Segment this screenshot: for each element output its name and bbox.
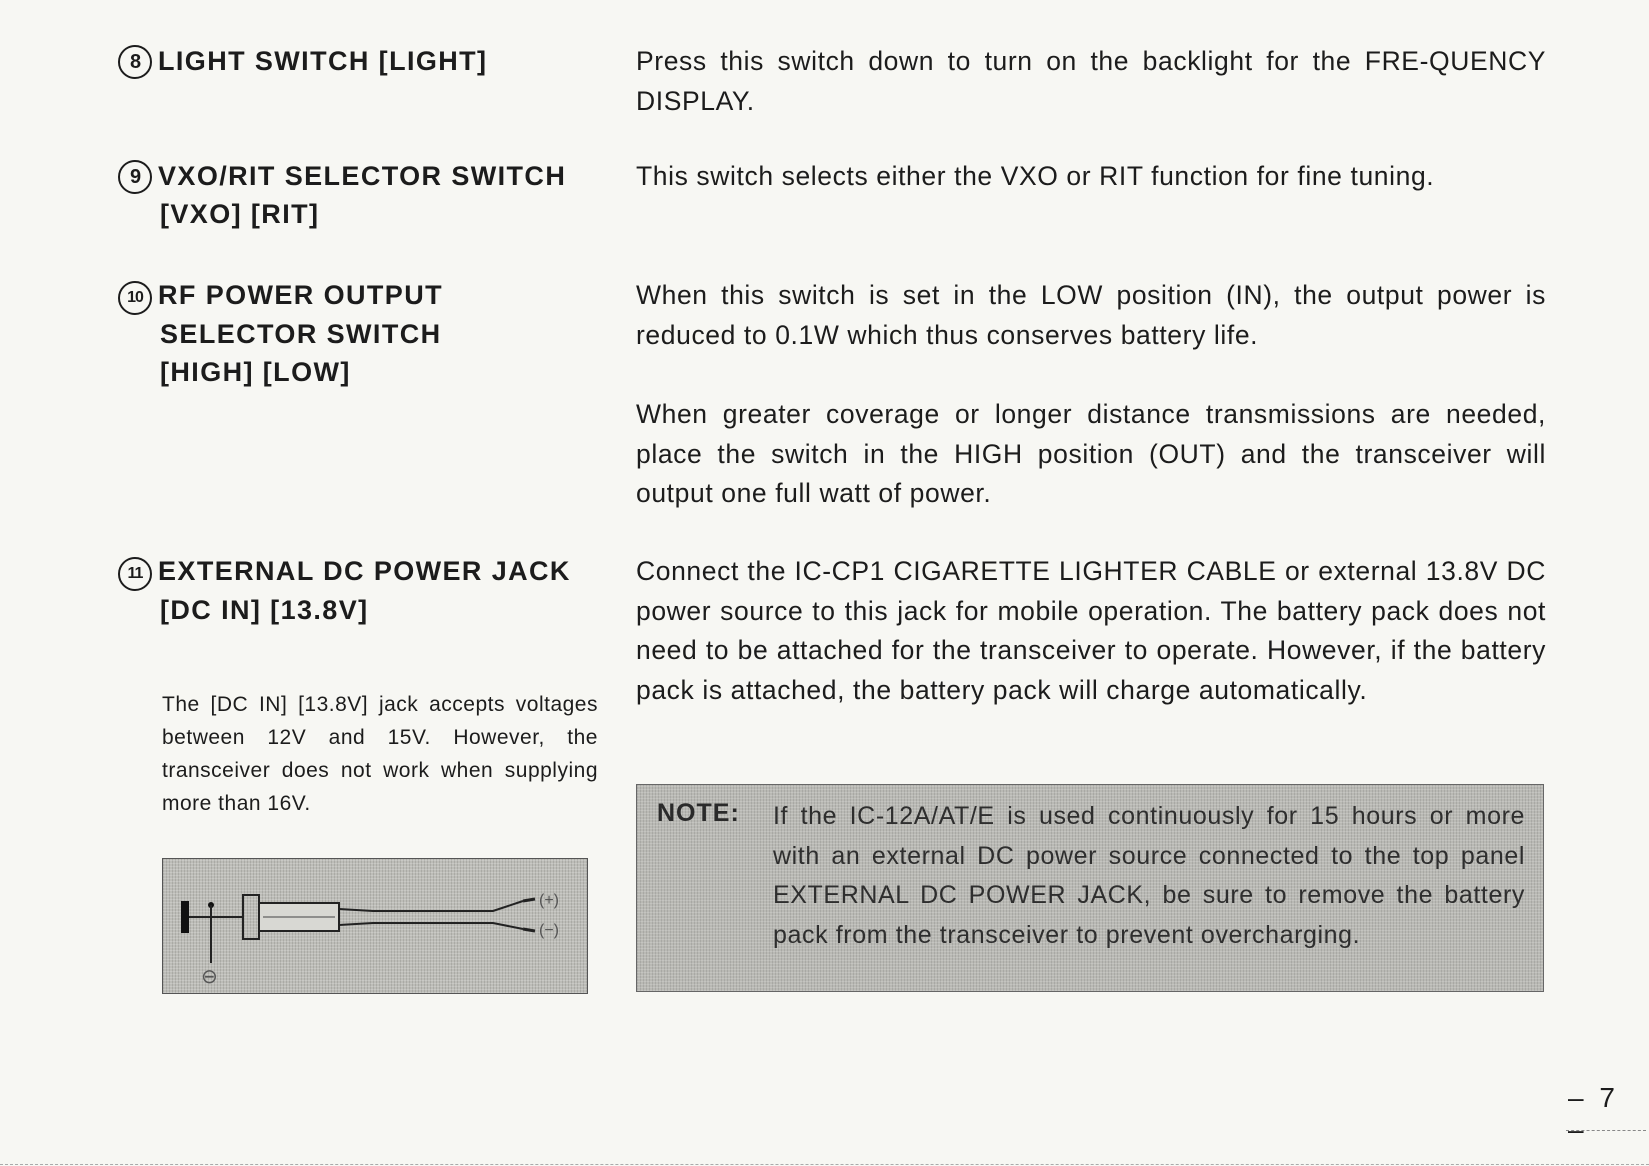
note-label: NOTE:	[657, 799, 740, 827]
light-switch-description: Press this switch down to turn on the backlight for the FRE-QUENCY DISPLAY.	[636, 46, 1546, 116]
rf-power-description-1: When this switch is set in the LOW position (IN), the output power is reduced to 0.1W which thus conserves battery life.	[636, 280, 1546, 350]
heading-line: VXO/RIT SELECTOR SWITCH	[158, 161, 567, 191]
item-number-badge: 10	[118, 281, 152, 315]
negative-label: (−)	[539, 922, 559, 939]
heading-light-switch	[118, 42, 487, 80]
item-number-badge: 9	[118, 160, 152, 194]
heading-line: RF POWER OUTPUT	[158, 280, 443, 310]
heading-vxo-rit-selector	[118, 157, 566, 233]
dc-jack-illustration	[163, 859, 587, 993]
dc-power-description: Connect the IC-CP1 CIGARETTE LIGHTER CABLE or external 13.8V DC power source to this jack for mobile operation. The battery pack does not need to be attached for the transceiver to operate. However, if the battery pack is attached, the battery pack will charge automatically.	[636, 556, 1546, 705]
ground-symbol-label: ⊖	[201, 964, 218, 988]
heading-line: [HIGH] [LOW]	[160, 357, 351, 387]
cable-wire-bottom	[339, 923, 523, 929]
note-box	[636, 784, 1544, 992]
page-number: – 7 –	[1568, 1082, 1619, 1145]
wire-end-negative	[523, 929, 535, 931]
dc-jack-diagram	[162, 858, 588, 994]
heading-line: EXTERNAL DC POWER JACK	[158, 556, 571, 586]
bottom-rule	[0, 1164, 1649, 1165]
plug-tip	[181, 901, 189, 933]
dc-voltage-side-note: The [DC IN] [13.8V] jack accepts voltages between 12V and 15V. However, the transceiver does not work when supplying more than 16V.	[162, 693, 598, 815]
heading-line: LIGHT SWITCH [LIGHT]	[158, 46, 488, 76]
cable-wire-top	[339, 901, 523, 911]
heading-line: SELECTOR SWITCH	[160, 319, 442, 349]
rf-power-description-2: When greater coverage or longer distance transmissions are needed, place the switch in the HIGH position (OUT) and the transceiver will output one full watt of power.	[636, 399, 1546, 508]
note-text: If the IC-12A/AT/E is used continuously for 15 hours or more with an external DC power source connected to the top panel EXTERNAL DC POWER JACK, be sure to remove the battery pack from the transceiver to prevent overcharging.	[773, 802, 1525, 949]
positive-label: (+)	[539, 892, 559, 909]
heading-external-dc-power-jack	[118, 552, 571, 629]
item-number-badge: 8	[118, 45, 152, 79]
vxo-rit-description: This switch selects either the VXO or RIT function for fine tuning.	[636, 161, 1435, 191]
plug-collar	[243, 895, 259, 939]
heading-line: [DC IN] [13.8V]	[160, 595, 369, 625]
heading-rf-power-output	[118, 276, 443, 391]
item-number-badge: 11	[118, 557, 152, 591]
heading-line: [VXO] [RIT]	[160, 199, 320, 229]
page-number-rule	[1566, 1130, 1646, 1131]
wire-end-positive	[523, 899, 535, 901]
